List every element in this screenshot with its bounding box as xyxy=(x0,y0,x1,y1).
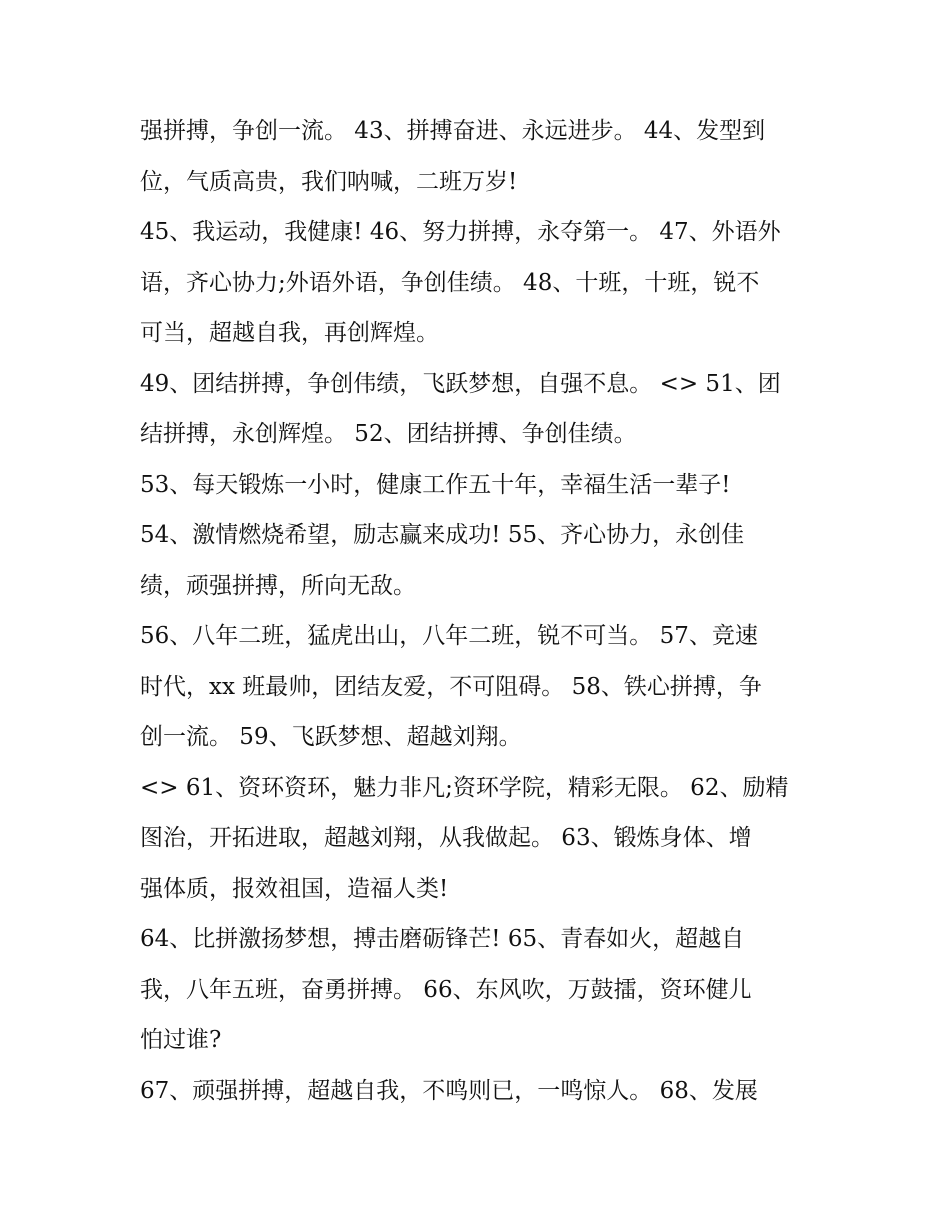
text-line: 结拼搏，永创辉煌。 52、团结拼搏、争创佳绩。 xyxy=(140,421,637,447)
text-line: 67、顽强拼搏，超越自我，不鸣则已，一鸣惊人。 68、发展 xyxy=(140,1077,758,1104)
text-line: 我，八年五班，奋勇拼搏。 66、东风吹，万鼓擂，资环健儿 xyxy=(140,976,752,1003)
text-line: 语，齐心协力;外语外语，争创佳绩。 48、十班，十班，锐不 xyxy=(140,269,760,296)
slogan-text-body xyxy=(140,106,820,1116)
text-line: <> 61、资环资环，魅力非凡;资环学院，精彩无限。 62、励精 xyxy=(140,774,789,801)
text-line: 位，气质高贵，我们呐喊，二班万岁! xyxy=(140,168,518,195)
text-line: 49、团结拼搏，争创伟绩，飞跃梦想，自强不息。 <> 51、团 xyxy=(140,370,781,397)
text-line: 创一流。 59、飞跃梦想、超越刘翔。 xyxy=(140,724,522,750)
text-line: 可当，超越自我，再创辉煌。 xyxy=(140,320,439,346)
text-line: 时代，xx 班最帅，团结友爱，不可阻碍。 58、铁心拼搏，争 xyxy=(140,673,762,700)
text-line: 强体质，报效祖国，造福人类! xyxy=(140,875,449,902)
text-line: 54、激情燃烧希望，励志赢来成功! 55、齐心协力，永创佳 xyxy=(140,522,745,548)
text-line: 64、比拼激扬梦想，搏击磨砺锋芒! 65、青春如火，超越自 xyxy=(140,926,745,952)
text-line: 53、每天锻炼一小时，健康工作五十年，幸福生活一辈子! xyxy=(140,471,731,498)
text-line: 怕过谁? xyxy=(140,1027,222,1053)
text-line: 绩，顽强拼搏，所向无敌。 xyxy=(140,572,416,599)
text-line: 图治，开拓进取，超越刘翔，从我做起。 63、锻炼身体、增 xyxy=(140,825,752,851)
text-line: 56、八年二班，猛虎出山，八年二班，锐不可当。 57、竞速 xyxy=(140,623,758,649)
text-line: 强拼搏，争创一流。 43、拼搏奋进、永远进步。 44、发型到 xyxy=(140,118,766,144)
text-line: 45、我运动，我健康! 46、努力拼搏，永夺第一。 47、外语外 xyxy=(140,219,781,245)
